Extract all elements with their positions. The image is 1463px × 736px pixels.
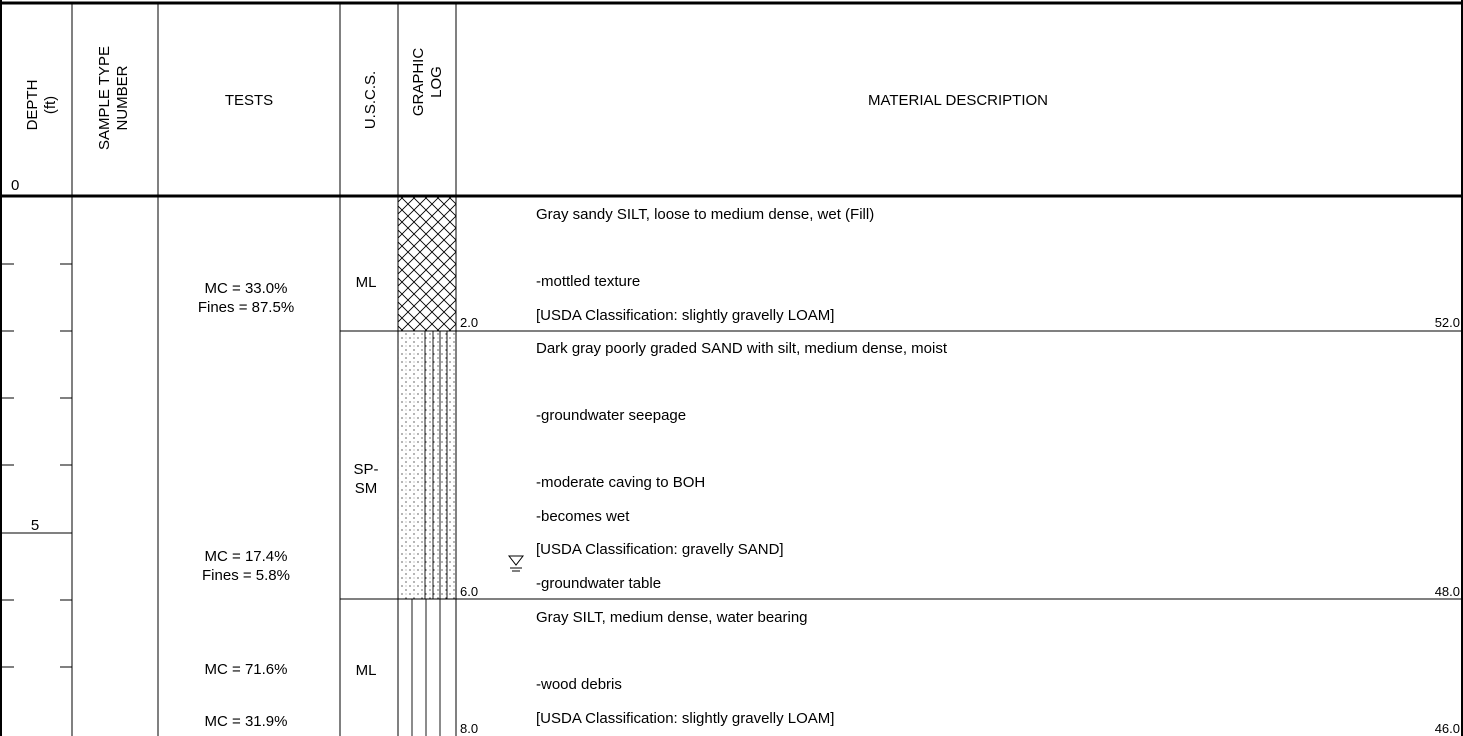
description-line: -mottled texture [536, 273, 641, 290]
uscs-label: SP- [353, 461, 379, 478]
description-line: [USDA Classification: slightly gravelly LOAM] [536, 710, 835, 727]
uscs-labels [353, 274, 378, 679]
uscs-label: ML [355, 274, 377, 291]
column-headers [11, 46, 1048, 194]
header-depth-start: 0 [11, 177, 20, 194]
stratum-depth-labels [460, 315, 478, 736]
description-line: -groundwater table [536, 575, 662, 592]
test-result: MC = 17.4% [204, 548, 288, 565]
test-result: MC = 33.0% [204, 280, 288, 297]
header-graphic: GRAPHIC [410, 47, 427, 117]
test-result: Fines = 5.8% [202, 567, 290, 584]
description-line: -groundwater seepage [536, 407, 687, 424]
header-uscs: U.S.C.S. [362, 70, 379, 130]
test-result: MC = 71.6% [204, 661, 288, 678]
description-line: -becomes wet [536, 508, 630, 525]
depth-label: 5 [30, 517, 40, 534]
description-line: -wood debris [536, 676, 622, 693]
header-sample-number: NUMBER [114, 65, 131, 131]
description-line: Dark gray poorly graded SAND with silt, medium dense, moist [536, 340, 947, 357]
header-depth-unit: (ft) [42, 95, 59, 115]
test-result: MC = 31.9% [204, 713, 288, 730]
description-line: [USDA Classification: gravelly SAND] [536, 541, 784, 558]
elevation-labels [1435, 315, 1460, 736]
description-line: -moderate caving to BOH [536, 474, 706, 491]
stratum-elevation: 48.0 [1434, 584, 1460, 599]
strata-graphics [340, 197, 1463, 736]
test-result: Fines = 87.5% [197, 299, 295, 316]
stratum-elevation: 46.0 [1434, 721, 1460, 736]
header-sample-type: SAMPLE TYPE [96, 46, 113, 150]
uscs-label: ML [355, 662, 377, 679]
stratum-1-graphic [398, 197, 456, 331]
stratum-3-graphic [412, 599, 440, 736]
stratum-bottom-depth: 2.0 [460, 315, 479, 330]
header-tests: TESTS [224, 92, 274, 109]
material-descriptions [536, 206, 948, 727]
tests-column [198, 280, 294, 730]
uscs-label: SM [354, 480, 378, 497]
description-line: Gray sandy SILT, loose to medium dense, wet (Fill) [536, 206, 875, 223]
stratum-bottom-depth: 6.0 [460, 584, 479, 599]
description-line: [USDA Classification: slightly gravelly LOAM] [536, 307, 835, 324]
description-line: Gray SILT, medium dense, water bearing [536, 609, 808, 626]
stratum-elevation: 52.0 [1434, 315, 1460, 330]
depth-scale [0, 264, 72, 667]
header-depth: DEPTH [24, 79, 41, 131]
water-table-triangle-icon [509, 556, 523, 571]
header-log: LOG [428, 66, 445, 98]
stratum-bottom-depth: 8.0 [460, 721, 479, 736]
stratum-2-graphic [398, 331, 456, 599]
header-material-description: MATERIAL DESCRIPTION [867, 92, 1049, 109]
